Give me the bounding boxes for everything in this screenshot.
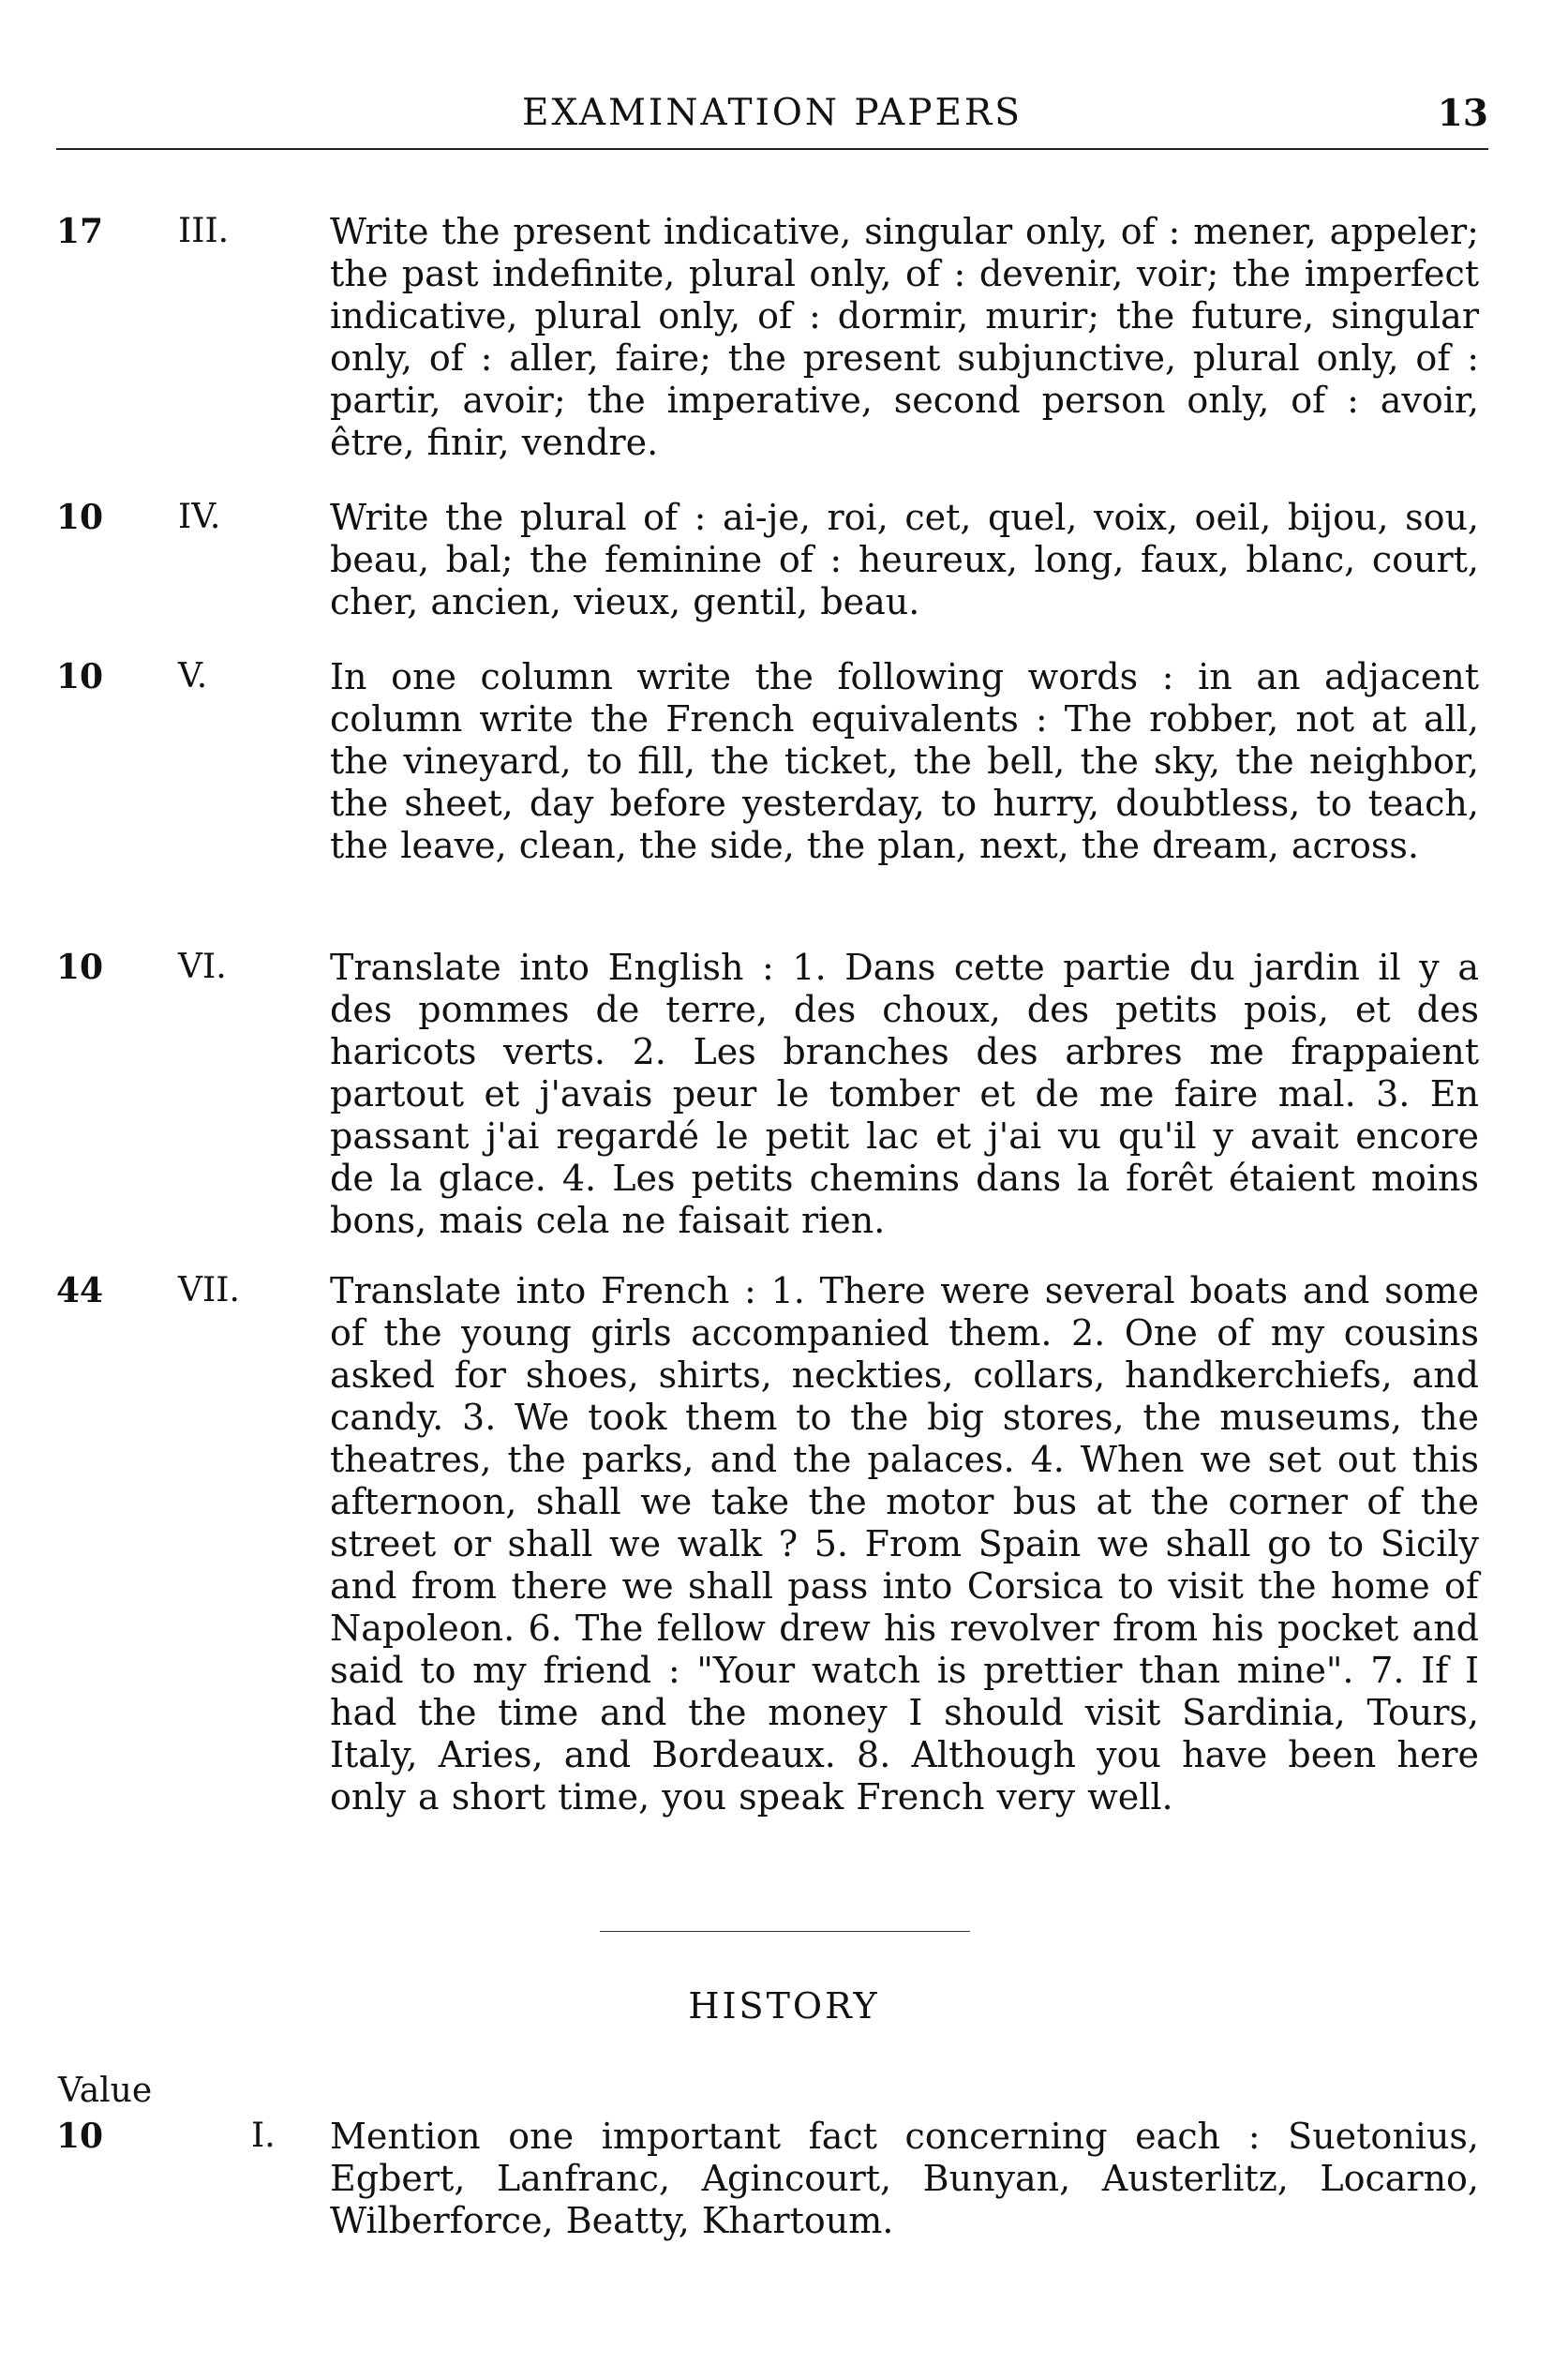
question-marks: 17 xyxy=(56,212,104,251)
question-text: Write the present indicative, singular only, of : mener, appeler; the past indefinite, plural only, of : devenir, voir; the imperfect indicative, plural only, of : dormir, murir; the future, singular only, of : aller, faire; the present subjunctive, plural only, of : partir, avoir; the imperative, second person only, of : avoir, être, finir, vendre. xyxy=(330,211,1479,463)
question-number: IV. xyxy=(178,498,221,536)
value-column-label: Value xyxy=(58,2072,153,2110)
question-number: I. xyxy=(251,2117,276,2155)
question-marks: 10 xyxy=(56,2117,104,2156)
question-number: III. xyxy=(178,212,230,250)
page-header xyxy=(56,92,1488,150)
question-number: V. xyxy=(178,657,208,696)
question-marks: 44 xyxy=(56,1271,104,1310)
section-divider xyxy=(600,1931,970,1932)
section-title-history: HISTORY xyxy=(688,1985,880,2027)
question-number: VII. xyxy=(178,1271,240,1309)
question-text: Mention one important fact concerning each : Suetonius, Egbert, Lanfranc, Agincourt, Bunyan, Austerlitz, Locarno, Wilberforce, Beatty, Khartoum. xyxy=(330,2116,1479,2241)
question-marks: 10 xyxy=(56,948,104,987)
question-marks: 10 xyxy=(56,498,104,537)
running-title: EXAMINATION PAPERS xyxy=(521,92,1023,134)
question-text: Write the plural of : ai-je, roi, cet, quel, voix, oeil, bijou, sou, beau, bal; the feminine of : heureux, long, faux, blanc, court, cher, ancien, vieux, gentil, beau. xyxy=(330,497,1479,622)
question-marks: 10 xyxy=(56,657,104,696)
question-text: Translate into English : 1. Dans cette partie du jardin il y a des pommes de terre, des choux, des petits pois, et des haricots verts. 2. Les branches des arbres me frappaient partout et j'avais peur le tomber et de me faire mal. 3. En passant j'ai regardé le petit lac et j'ai vu qu'il y avait encore de la glace. 4. Les petits chemins dans la forêt étaient moins bons, mais cela ne faisait rien. xyxy=(330,947,1479,1241)
question-text: In one column write the following words : in an adjacent column write the French equivalents : The robber, not at all, the vineyard, to fill, the ticket, the bell, the sky, the neighbor, the sheet, day before yesterday, to hurry, doubtless, to teach, the leave, clean, the side, the plan, next, the dream, across. xyxy=(330,656,1479,866)
question-text: Translate into French : 1. There were several boats and some of the young girls accompanied them. 2. One of my cousins asked for shoes, shirts, neckties, collars, handkerchiefs, and candy. 3. We took them to the big stores, the museums, the theatres, the parks, and the palaces. 4. When we set out this afternoon, shall we take the motor bus at the corner of the street or shall we walk ? 5. From Spain we shall go to Sicily and from there we shall pass into Corsica to visit the home of Napoleon. 6. The fellow drew his revolver from his pocket and said to my friend : "Your watch is prettier than mine". 7. If I had the time and the money I should visit Sardinia, Tours, Italy, Aries, and Bordeaux. 8. Although you have been here only a short time, you speak French very well. xyxy=(330,1270,1479,1818)
page-number: 13 xyxy=(1437,92,1488,135)
question-number: VI. xyxy=(178,948,227,986)
